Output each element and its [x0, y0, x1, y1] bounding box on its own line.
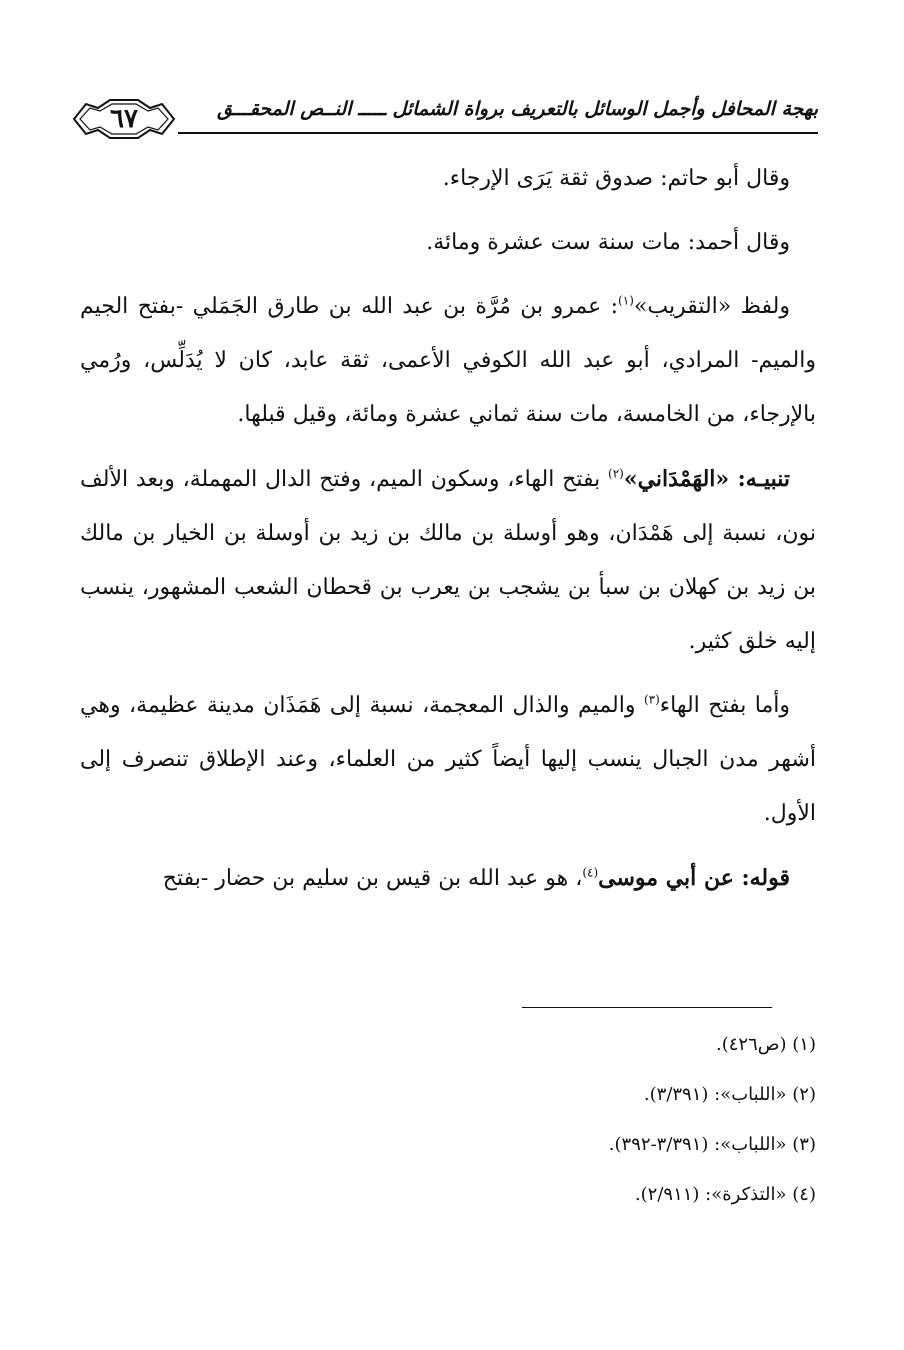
paragraph-text: وقال أحمد: مات سنة ست عشرة ومائة. [426, 230, 790, 255]
running-title: بهجة المحافل وأجمل الوسائل بالتعريف برواة الشمائل ـــــ النــص المحقـــق [217, 98, 818, 120]
footnote-item: (١) (ص٤٢٦). [716, 1034, 816, 1055]
paragraph-2 [80, 216, 816, 270]
paragraph-text-after: بفتح الهاء، وسكون الميم، وفتح الدال المهملة، وبعد الألف نون، نسبة إلى هَمْدَان، وهو أوسلة بن مالك بن زيد بن أوسلة بن الخيار بن مالك بن زيد بن كهلان بن سبأ بن يشجب بن يعرب بن قحطان الشعب المشهور، ينسب إليه خلق كثير. [80, 467, 816, 654]
paragraph-4 [80, 452, 816, 669]
page-header [70, 90, 818, 146]
header-divider [178, 132, 818, 134]
footnote-ref: (٢) [608, 466, 624, 481]
paragraph-text-after: والميم والذال المعجمة، نسبة إلى هَمَذَان مدينة عظيمة، وهي أشهر مدن الجبال ينسب إليها أيضاً كثير من العلماء، وعند الإطلاق تنصرف إلى الأول. [80, 693, 816, 826]
footnote-item: (٢) «اللباب»: (٣/٣٩١). [643, 1084, 816, 1105]
paragraph-text-before: ولفظ «التقريب» [633, 294, 791, 319]
paragraph-lead: تنبيـه: [729, 466, 790, 492]
footnote-ref: (١) [618, 293, 634, 308]
paragraph-5 [80, 679, 816, 841]
footnote-item: (٣) «اللباب»: (٣/٣٩١-٣٩٢). [608, 1134, 816, 1155]
paragraph-text-after: ، هو عبد الله بن قيس بن سليم بن حضار -بفتح [162, 866, 583, 891]
paragraph-3 [80, 280, 816, 442]
paragraph-1 [80, 152, 816, 206]
paragraph-text: وقال أبو حاتم: صدوق ثقة يَرَى الإرجاء. [442, 166, 790, 191]
page-number-badge [70, 96, 178, 142]
footnote-ref: (٣) [643, 692, 660, 707]
paragraph-text-before: «الهَمْدَاني» [623, 466, 730, 492]
page-number: ٦٧ [110, 104, 138, 134]
paragraph-text-after: : عمرو بن مُرَّة بن عبد الله بن طارق الجَمَلي -بفتح الجيم والميم- المرادي، أبو عبد الله الكوفي الأعمى، ثقة عابد، كان لا يُدَلِّس، ورُمي بالإرجاء، من الخامسة، مات سنة ثماني عشرة ومائة، وقيل قبلها. [80, 294, 816, 427]
paragraph-lead: قوله: عن أبي موسى [598, 865, 790, 891]
footnote-item: (٤) «التذكرة»: (٢/٩١١). [634, 1184, 816, 1205]
main-text [80, 152, 816, 916]
footnote-ref: (٤) [582, 865, 599, 880]
footnotes [80, 1020, 816, 1220]
paragraph-text-before: وأما بفتح الهاء [659, 693, 790, 718]
footnote-divider [522, 1007, 772, 1008]
paragraph-6 [80, 851, 816, 906]
